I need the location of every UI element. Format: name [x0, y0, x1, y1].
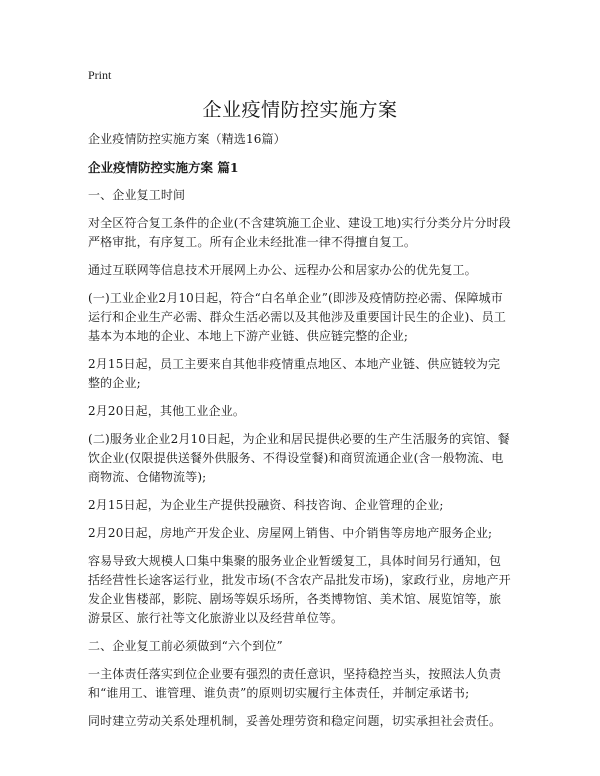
paragraph: 2月20日起，房地产开发企业、房屋网上销售、中介销售等房地产服务企业;: [88, 526, 493, 540]
paragraph: 2月15日起，为企业生产提供投融资、科技咨询、企业管理的企业;: [88, 498, 444, 512]
document-title: 企业疫情防控实施方案: [202, 99, 398, 121]
section-heading: 企业疫情防控实施方案 篇1: [88, 160, 239, 175]
paragraph: 一主体责任落实到位企业要有强烈的责任意识，坚持稳控当头，按照法人负责和“谁用工、谁管理、谁负责”的原则切实履行主体责任，并制定承诺书;: [88, 667, 502, 700]
document-subtitle: 企业疫情防控实施方案（精选16篇）: [88, 132, 286, 146]
paragraph: (一)工业企业2月10日起，符合“白名单企业”(即涉及疫情防控必需、保障城市运行和企业生产必需、群众生活必需以及其他涉及重要国计民生的企业)、员工基本为本地的企业、本地上下游产业链、供应链完整的企业;: [88, 291, 506, 343]
paragraph: 同时建立劳动关系处理机制，妥善处理劳资和稳定问题，切实承担社会责任。: [88, 714, 502, 728]
paragraph: 2月15日起，员工主要来自其他非疫情重点地区、本地产业链、供应链较为完整的企业;: [88, 357, 501, 390]
print-link[interactable]: Print: [88, 68, 112, 82]
paragraph: 2月20日起，其他工业企业。: [88, 404, 246, 418]
paragraph: (二)服务业企业2月10日起，为企业和居民提供必要的生产生活服务的宾馆、餐饮企业(仅限提供送餐外供服务、不得设堂餐)和商贸流通企业(含一般物流、电商物流、仓储物流等);: [88, 432, 510, 484]
paragraph: 通过互联网等信息技术开展网上办公、远程办公和居家办公的优先复工。: [88, 263, 477, 277]
paragraph: 容易导致大规模人口集中集聚的服务业企业暂缓复工，具体时间另行通知，包括经营性长途客运行业，批发市场(不含农产品批发市场)，家政行业，房地产开发企业售楼部，影院、剧场等娱乐场所，各类博物馆、美术馆、展览馆等，旅游景区、旅行社等文化旅游业以及经营单位等。: [88, 554, 511, 625]
paragraph: 对全区符合复工条件的企业(不含建筑施工企业、建设工地)实行分类分片分时段严格审批，有序复工。所有企业未经批准一律不得擅自复工。: [88, 216, 511, 249]
paragraph: 一、企业复工时间: [88, 188, 186, 202]
paragraph: 二、企业复工前必须做到“六个到位”: [88, 639, 283, 653]
